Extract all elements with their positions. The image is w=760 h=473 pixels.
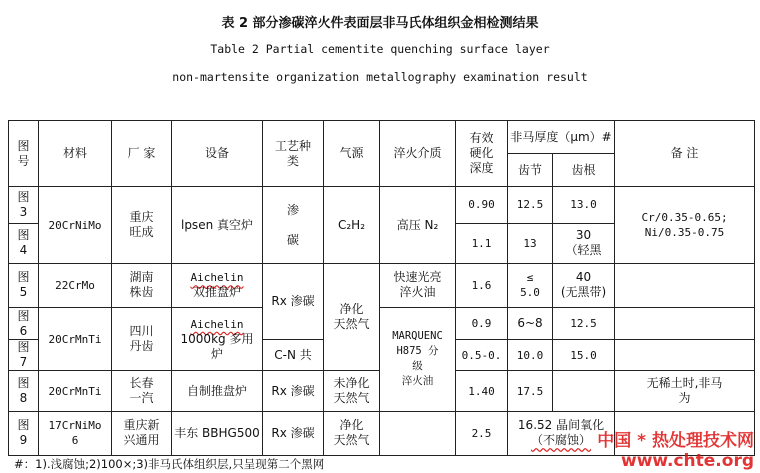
fig-no-cell: 图 3 bbox=[9, 187, 39, 223]
manufacturer-cell: 四川 丹齿 bbox=[112, 308, 172, 371]
header-remark: 备 注 bbox=[615, 121, 755, 187]
tooth-tip-cell: 13 bbox=[508, 223, 553, 263]
depth-cell: 0.9 bbox=[456, 308, 508, 340]
header-fig-no: 图 号 bbox=[9, 121, 39, 187]
remark-cell bbox=[615, 308, 755, 340]
process-cell: Rx 渗碳 bbox=[263, 263, 324, 339]
footnote: #：1).浅腐蚀;2)100×;3)非马氏体组织层,只呈现第二个黑网 bbox=[14, 457, 325, 471]
manufacturer-cell: 重庆新 兴通用 bbox=[112, 411, 172, 455]
gas-cell: 未净化 天然气 bbox=[324, 371, 380, 411]
process-cell: Rx 渗碳 bbox=[263, 411, 324, 455]
watermark-line1: 中国 * 热处理技术网 bbox=[597, 431, 754, 451]
header-equipment: 设备 bbox=[172, 121, 263, 187]
gas-cell: 净化 天然气 bbox=[324, 263, 380, 371]
fig-no-cell: 图 9 bbox=[9, 411, 39, 455]
table-row bbox=[9, 263, 755, 307]
header-hardening-depth: 有效 硬化 深度 bbox=[456, 121, 508, 187]
fig-no-cell: 图 4 bbox=[9, 223, 39, 263]
depth-cell: 1.40 bbox=[456, 371, 508, 411]
material-cell: 17CrNiMo 6 bbox=[39, 411, 112, 455]
material-cell: 20CrMnTi bbox=[39, 371, 112, 411]
material-cell: 20CrNiMo bbox=[39, 187, 112, 263]
tooth-root-cell: 40 (无黑带) bbox=[553, 263, 615, 307]
equipment-cell: 丰东 BBHG500 bbox=[172, 411, 263, 455]
tooth-root-cell: 30 （轻黑 bbox=[553, 223, 615, 263]
table-row bbox=[9, 187, 755, 223]
tooth-tip-cell: 17.5 bbox=[508, 371, 553, 411]
watermark bbox=[597, 431, 754, 471]
tooth-root-cell: 12.5 bbox=[553, 308, 615, 340]
watermark-line2: www.chte.org bbox=[620, 451, 754, 471]
header-row bbox=[9, 121, 755, 154]
tooth-tip-cell: 12.5 bbox=[508, 187, 553, 223]
table-title-english-line2: non-martensite organization metallography examination result bbox=[172, 70, 588, 84]
metallography-table bbox=[8, 120, 755, 456]
depth-cell: 0.5-0. bbox=[456, 340, 508, 371]
depth-cell: 1.6 bbox=[456, 263, 508, 307]
tooth-tip-cell: ≤ 5.0 bbox=[508, 263, 553, 307]
remark-cell: 无稀土时,非马 为 bbox=[615, 371, 755, 411]
remark-cell: Cr/0.35-0.65; Ni/0.35-0.75 bbox=[615, 187, 755, 263]
fig-no-cell: 图 7 bbox=[9, 340, 39, 371]
tooth-root-cell: 15.0 bbox=[553, 340, 615, 371]
tooth-tip-cell: 6~8 bbox=[508, 308, 553, 340]
gas-cell: C₂H₂ bbox=[324, 187, 380, 263]
fig-no-cell: 图 5 bbox=[9, 263, 39, 307]
depth-cell: 2.5 bbox=[456, 411, 508, 455]
equipment-cell: lpsen 真空炉 bbox=[172, 187, 263, 263]
quench-medium-cell: 快速光亮 淬火油 bbox=[380, 263, 456, 307]
header-material: 材料 bbox=[39, 121, 112, 187]
header-process: 工艺种 类 bbox=[263, 121, 324, 187]
fig-no-cell: 图 6 bbox=[9, 308, 39, 340]
equipment-cell: Aichelin 双推盘炉 bbox=[172, 263, 263, 307]
tooth-root-cell bbox=[553, 371, 615, 411]
gas-cell: 净化 天然气 bbox=[324, 411, 380, 455]
depth-cell: 1.1 bbox=[456, 223, 508, 263]
header-manufacturer: 厂 家 bbox=[112, 121, 172, 187]
tooth-root-cell: 13.0 bbox=[553, 187, 615, 223]
remark-cell bbox=[615, 340, 755, 371]
header-tooth-root: 齿根 bbox=[553, 154, 615, 187]
tooth-tip-cell: 10.0 bbox=[508, 340, 553, 371]
process-cell: Rx 渗碳 bbox=[263, 371, 324, 411]
quench-medium-cell: 高压 N₂ bbox=[380, 187, 456, 263]
table-title-chinese: 表 2 部分渗碳淬火件表面层非马氏体组织金相检测结果 bbox=[221, 16, 539, 31]
header-nonmartensite-thickness: 非马厚度（μm）# bbox=[508, 121, 615, 154]
fig-no-cell: 图 8 bbox=[9, 371, 39, 411]
header-quench-medium: 淬火介质 bbox=[380, 121, 456, 187]
quench-medium-cell bbox=[380, 411, 456, 455]
table-title-english-line1: Table 2 Partial cementite quenching surface layer bbox=[210, 42, 550, 56]
depth-cell: 0.90 bbox=[456, 187, 508, 223]
quench-medium-cell: MARQUENC H875 分 级 淬火油 bbox=[380, 308, 456, 412]
material-cell: 22CrMo bbox=[39, 263, 112, 307]
manufacturer-cell: 湖南 株齿 bbox=[112, 263, 172, 307]
manufacturer-cell: 重庆 旺成 bbox=[112, 187, 172, 263]
process-cell: C-N 共 bbox=[263, 340, 324, 371]
tooth-tip-root-cell: 16.52 晶间氧化 （不腐蚀） bbox=[508, 411, 615, 455]
material-cell: 20CrMnTi bbox=[39, 308, 112, 371]
header-gas-source: 气源 bbox=[324, 121, 380, 187]
process-cell: 渗 碳 bbox=[263, 187, 324, 263]
equipment-cell: 自制推盘炉 bbox=[172, 371, 263, 411]
table-row bbox=[9, 308, 755, 340]
manufacturer-cell: 长春 一汽 bbox=[112, 371, 172, 411]
equipment-cell: Aichelin 1000kg 多用 炉 bbox=[172, 308, 263, 371]
remark-cell bbox=[615, 263, 755, 307]
header-tooth-tip: 齿节 bbox=[508, 154, 553, 187]
